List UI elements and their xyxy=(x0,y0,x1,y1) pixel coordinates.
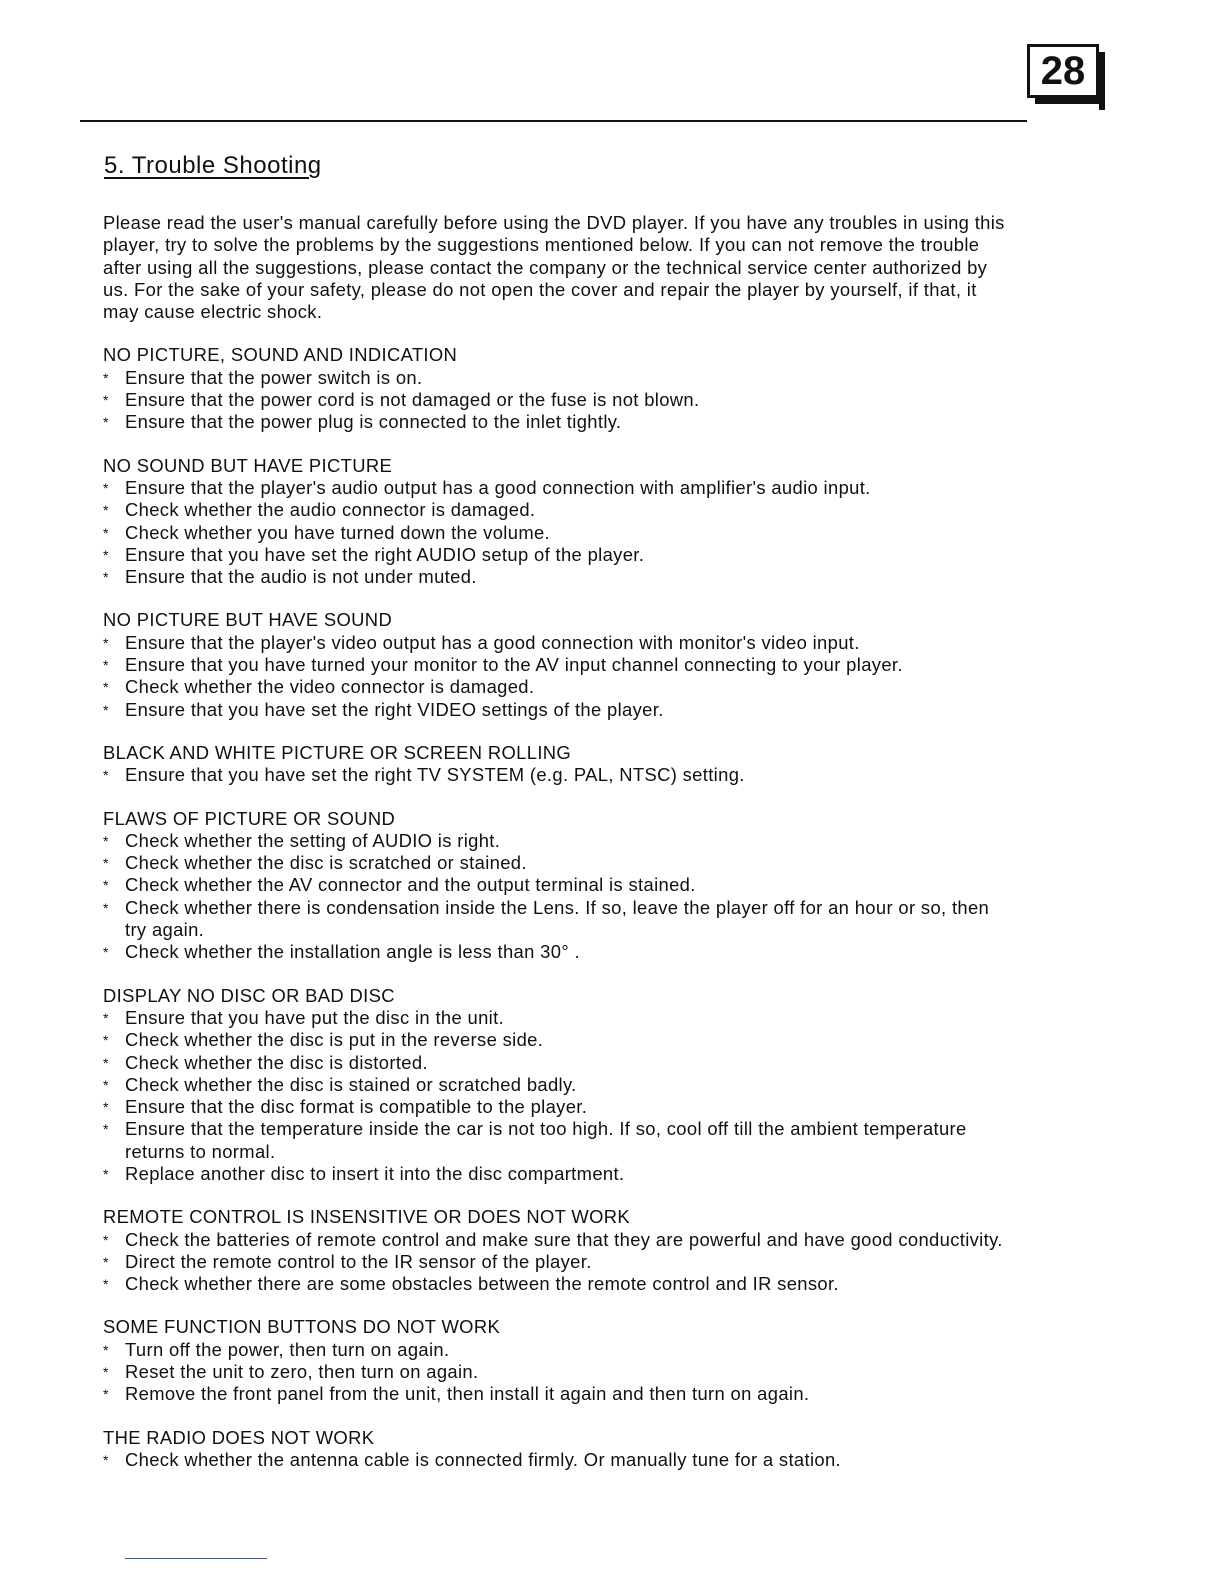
section-heading: THE RADIO DOES NOT WORK xyxy=(103,1426,375,1448)
list-item: * Ensure that the player's video output has a good connection with monitor's video input. xyxy=(103,632,1013,654)
list-item: * Ensure that the temperature inside the car is not too high. If so, cool off till the ambient temperature returns to normal. xyxy=(103,1118,1013,1163)
troubleshooting-section xyxy=(103,609,1013,720)
list-item: * Ensure that the power switch is on. xyxy=(103,367,1013,389)
list-item: * Turn off the power, then turn on again. xyxy=(103,1339,1013,1361)
list-item: * Check whether the AV connector and the output terminal is stained. xyxy=(103,874,1013,896)
checklist xyxy=(103,632,1013,721)
troubleshooting-section xyxy=(103,1427,1013,1472)
list-item: * Ensure that the power plug is connected to the inlet tightly. xyxy=(103,411,1013,433)
checklist xyxy=(103,1449,1013,1471)
checklist xyxy=(103,477,1013,588)
page-number: 28 xyxy=(1027,44,1099,98)
list-item: * Ensure that you have turned your monitor to the AV input channel connecting to your player. xyxy=(103,654,1013,676)
troubleshooting-section xyxy=(103,742,1013,787)
troubleshooting-section xyxy=(103,808,1013,964)
checklist xyxy=(103,1229,1013,1296)
list-item: * Ensure that you have set the right TV SYSTEM (e.g. PAL, NTSC) setting. xyxy=(103,764,1013,786)
list-item: * Check whether there is condensation inside the Lens. If so, leave the player off for an hour or so, then try again. xyxy=(103,897,1013,942)
section-heading: NO PICTURE BUT HAVE SOUND xyxy=(103,609,393,631)
list-item: * Check whether the audio connector is damaged. xyxy=(103,499,1013,521)
list-item: * Replace another disc to insert it into the disc compartment. xyxy=(103,1163,1013,1185)
list-item: * Reset the unit to zero, then turn on again. xyxy=(103,1361,1013,1383)
list-item: * Check whether the disc is distorted. xyxy=(103,1052,1013,1074)
checklist xyxy=(103,830,1013,964)
troubleshooting-section xyxy=(103,985,1013,1186)
checklist xyxy=(103,1339,1013,1406)
list-item: * Remove the front panel from the unit, then install it again and then turn on again. xyxy=(103,1383,1013,1405)
troubleshooting-section xyxy=(103,455,1013,589)
list-item: * Ensure that the audio is not under muted. xyxy=(103,566,1013,588)
header-rule xyxy=(80,120,1027,122)
list-item: * Ensure that the power cord is not damaged or the fuse is not blown. xyxy=(103,389,1013,411)
section-heading: REMOTE CONTROL IS INSENSITIVE OR DOES NOT WORK xyxy=(103,1206,631,1228)
section-heading: NO SOUND BUT HAVE PICTURE xyxy=(103,454,393,476)
section-heading: DISPLAY NO DISC OR BAD DISC xyxy=(103,984,395,1006)
section-heading: NO PICTURE, SOUND AND INDICATION xyxy=(103,344,458,366)
list-item: * Check whether the installation angle is less than 30° . xyxy=(103,941,1013,963)
intro-paragraph: Please read the user's manual carefully before using the DVD player. If you have any troubles in using this player, try to solve the problems by the suggestions mentioned below. If you can not remove the trouble after using all the suggestions, please contact the company or the technical service center authorized by us. For the sake of your safety, please do not open the cover and repair the player by yourself, if that, it may cause electric shock. xyxy=(103,212,1005,323)
list-item: * Check whether you have turned down the volume. xyxy=(103,522,1013,544)
list-item: * Ensure that you have set the right AUDIO setup of the player. xyxy=(103,544,1013,566)
list-item: * Check whether the disc is put in the reverse side. xyxy=(103,1029,1013,1051)
troubleshooting-section xyxy=(103,344,1013,433)
checklist xyxy=(103,367,1013,434)
document-body xyxy=(103,212,1013,1492)
list-item: * Check whether the setting of AUDIO is right. xyxy=(103,830,1013,852)
troubleshooting-section xyxy=(103,1316,1013,1405)
footer-link-underline xyxy=(125,1558,267,1559)
section-heading: SOME FUNCTION BUTTONS DO NOT WORK xyxy=(103,1316,501,1338)
list-item: * Check whether the disc is scratched or stained. xyxy=(103,852,1013,874)
list-item: * Direct the remote control to the IR sensor of the player. xyxy=(103,1251,1013,1273)
checklist xyxy=(103,764,1013,786)
list-item: * Ensure that the player's audio output has a good connection with amplifier's audio input. xyxy=(103,477,1013,499)
list-item: * Check whether the disc is stained or scratched badly. xyxy=(103,1074,1013,1096)
troubleshooting-section xyxy=(103,1206,1013,1295)
list-item: * Check whether the antenna cable is connected firmly. Or manually tune for a station. xyxy=(103,1449,1013,1471)
list-item: * Check whether there are some obstacles between the remote control and IR sensor. xyxy=(103,1273,1013,1295)
checklist xyxy=(103,1007,1013,1185)
list-item: * Check whether the video connector is damaged. xyxy=(103,676,1013,698)
list-item: * Ensure that you have put the disc in the unit. xyxy=(103,1007,1013,1029)
troubleshooting-sections xyxy=(103,344,1013,1471)
list-item: * Ensure that the disc format is compatible to the player. xyxy=(103,1096,1013,1118)
page-title: 5. Trouble Shooting xyxy=(104,152,322,179)
section-heading: BLACK AND WHITE PICTURE OR SCREEN ROLLING xyxy=(103,741,572,763)
list-item: * Ensure that you have set the right VIDEO settings of the player. xyxy=(103,699,1013,721)
list-item: * Check the batteries of remote control and make sure that they are powerful and have good conductivity. xyxy=(103,1229,1013,1251)
section-heading: FLAWS OF PICTURE OR SOUND xyxy=(103,807,396,829)
